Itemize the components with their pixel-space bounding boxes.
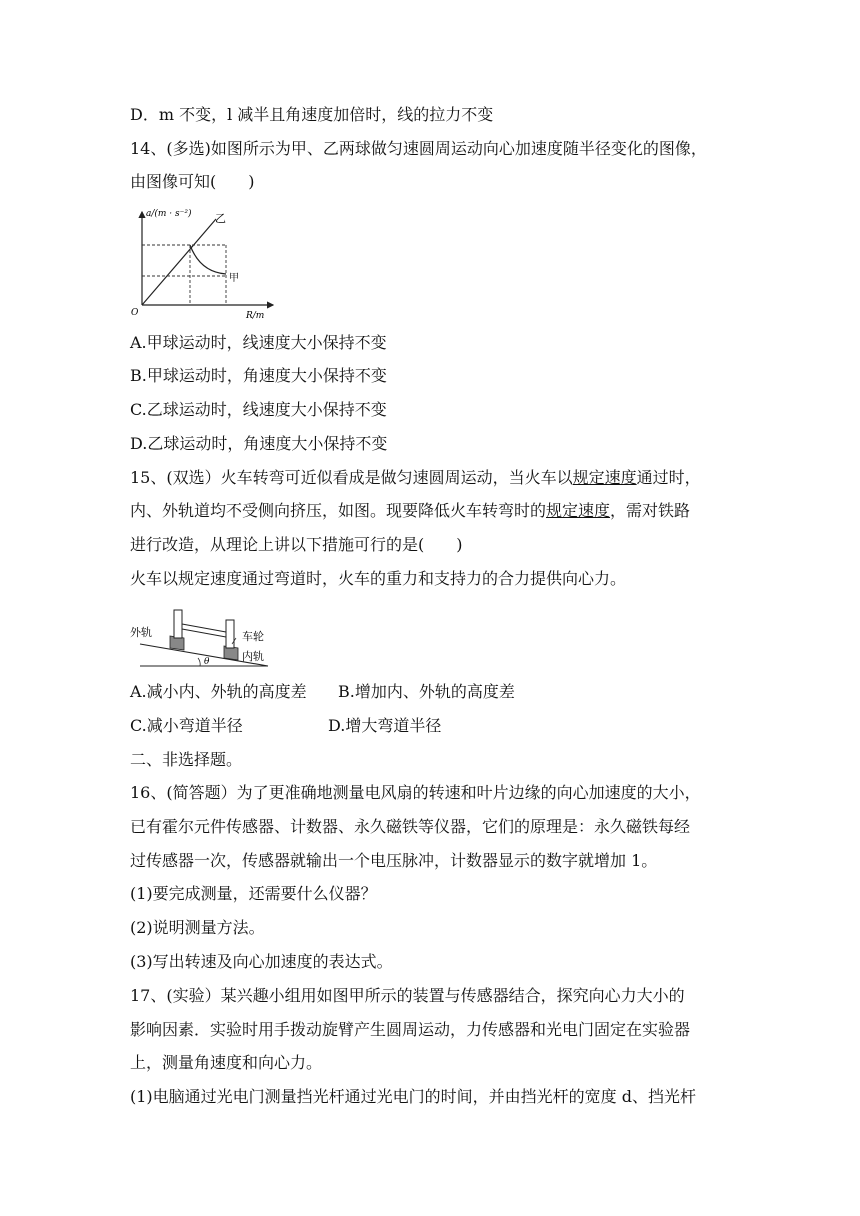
railway-curve-diagram	[128, 604, 278, 672]
q16-stem-line1: 16、(简答题）为了更准确地测量电风扇的转速和叶片边缘的向心加速度的大小，	[130, 783, 701, 802]
q15-option-c: C.减小弯道半径	[130, 716, 243, 735]
q16-stem-line2: 已有霍尔元件传感器、计数器、永久磁铁等仪器，它们的原理是：永久磁铁每经	[130, 817, 691, 836]
q15-line2-text: 内、外轨道均不受侧向挤压，如图。现要降低火车转弯时的	[130, 501, 547, 520]
q15-line1-text: 15、(双选）火车转弯可近似看成是做匀速圆周运动，当火车以	[130, 468, 573, 487]
q16-part-2: (2)说明测量方法。	[130, 918, 265, 937]
section-2-heading: 二、非选择题。	[130, 750, 243, 769]
rail-label-theta: θ	[204, 657, 210, 667]
q15-option-d: D.增大弯道半径	[328, 716, 442, 735]
q15-stem-line3: 进行改造，从理论上讲以下措施可行的是( )	[130, 535, 463, 554]
q14-stem-line2: 由图像可知( )	[130, 172, 255, 191]
q15-line2-end: ，需对铁路	[610, 501, 691, 520]
q15-stem-line4: 火车以规定速度通过弯道时，火车的重力和支持力的合力提供向心力。	[130, 569, 627, 588]
q17-stem-line1: 17、(实验）某兴趣小组用如图甲所示的装置与传感器结合，探究向心力大小的	[130, 986, 685, 1005]
rail-label-inner: 内轨	[242, 650, 264, 663]
graph-label-jia: 甲	[229, 273, 239, 284]
q15-line2-underlined: 规定速度	[546, 501, 611, 520]
q15-line1-end: 通过时，	[636, 468, 701, 487]
q14-option-b: B.甲球运动时，角速度大小保持不变	[130, 366, 387, 385]
graph-y-label: a/(m · s⁻²)	[146, 209, 192, 219]
q14-option-a: A.甲球运动时，线速度大小保持不变	[130, 333, 387, 352]
q15-option-a: A.减小内、外轨的高度差	[130, 682, 307, 701]
q14-option-d: D.乙球运动时，角速度大小保持不变	[130, 434, 388, 453]
graph-origin: O	[131, 308, 139, 318]
q15-stem-line2	[130, 501, 690, 521]
q14-stem-line1: 14、(多选)如图所示为甲、乙两球做匀速圆周运动向心加速度随半径变化的图像，	[130, 139, 707, 158]
q14-option-c: C.乙球运动时，线速度大小保持不变	[130, 400, 387, 419]
q16-part-1: (1)要完成测量，还需要什么仪器？	[130, 884, 377, 903]
acceleration-radius-graph	[128, 204, 278, 324]
q15-option-b: B.增加内、外轨的高度差	[338, 682, 515, 701]
rail-label-outer: 外轨	[130, 626, 152, 639]
rail-label-wheel: 车轮	[242, 630, 264, 643]
q17-stem-line3: 上，测量角速度和向心力。	[130, 1053, 323, 1072]
q16-stem-line3: 过传感器一次，传感器就输出一个电压脉冲，计数器显示的数字就增加 1。	[130, 851, 658, 870]
q15-line1-underlined: 规定速度	[572, 468, 637, 487]
graph-label-yi: 乙	[215, 212, 226, 225]
q15-stem-line1	[130, 468, 701, 488]
q17-stem-line2: 影响因素．实验时用手拨动旋臂产生圆周运动，力传感器和光电门固定在实验器	[130, 1020, 691, 1039]
q13-option-d: D．m 不变，l 减半且角速度加倍时，线的拉力不变	[130, 105, 494, 124]
graph-x-label: R/m	[246, 311, 265, 321]
q17-part-1: (1)电脑通过光电门测量挡光杆通过光电门的时间，并由挡光杆的宽度 d、挡光杆	[130, 1087, 696, 1106]
q16-part-3: (3)写出转速及向心加速度的表达式。	[130, 952, 393, 971]
